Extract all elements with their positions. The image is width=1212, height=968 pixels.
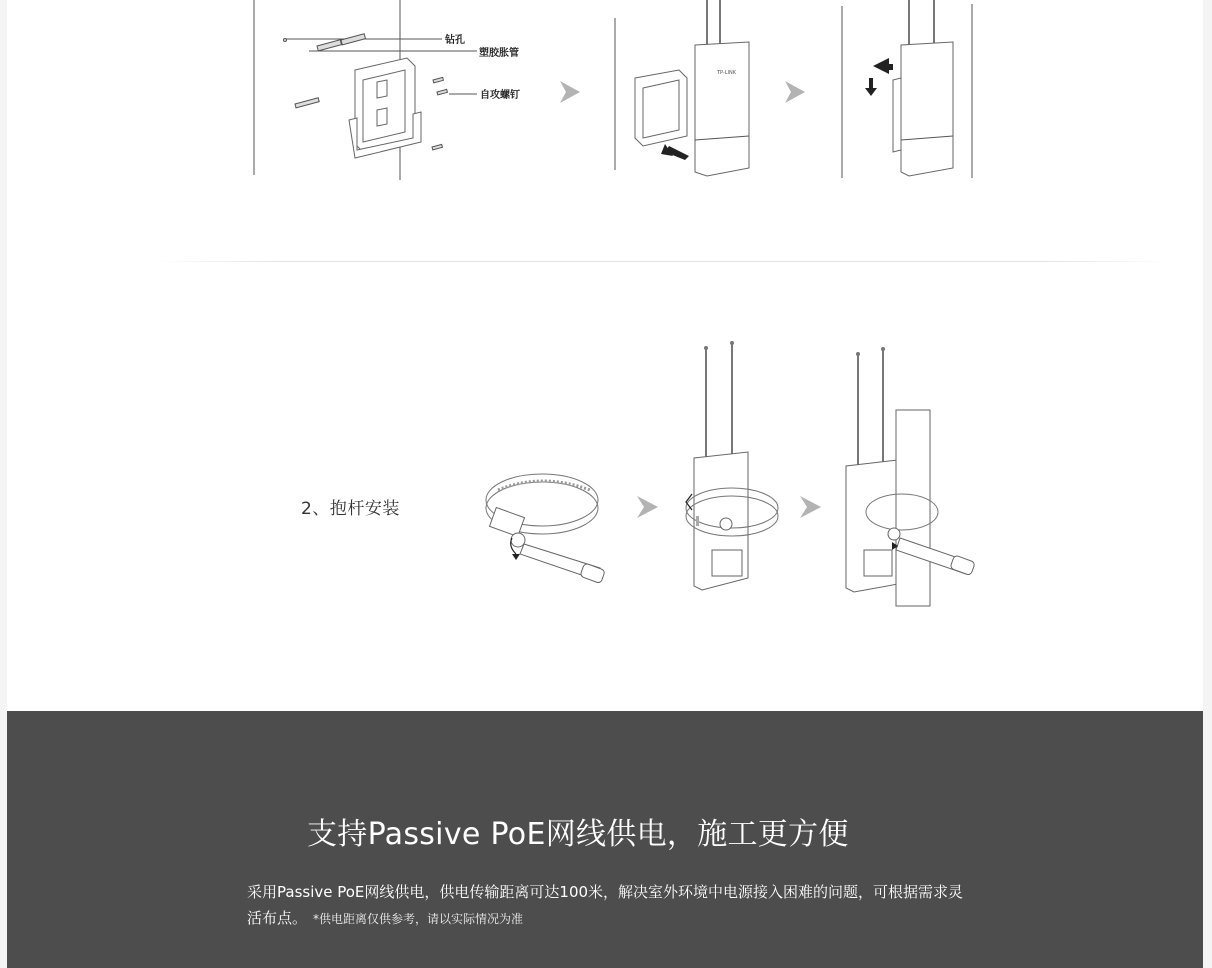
pole-mount-label: 2、抱杆安装: [301, 499, 400, 519]
step-arrow: [560, 81, 580, 103]
pole-mount-illustration: [482, 340, 982, 615]
ap-device-step3: [865, 0, 953, 176]
section-divider: [157, 261, 1167, 262]
poe-footnote: *供电距离仅供参考，请以实际情况为准: [313, 912, 524, 926]
step-arrow: [637, 496, 658, 518]
ap-device-clamped: [686, 341, 778, 590]
step-arrow: [785, 81, 805, 103]
poe-title: 支持Passive PoE网线供电，施工更方便: [307, 817, 849, 852]
wall-mount-illustration: [237, 0, 997, 185]
poe-section: [7, 711, 1203, 968]
brand-label: TP-LINK: [717, 70, 737, 76]
callout-screw: 自攻螺钉: [480, 90, 520, 101]
ap-device-step2: [635, 0, 749, 176]
callout-drill-hole: 钻孔: [445, 35, 465, 46]
poe-body-text: 采用Passive PoE网线供电，供电传输距离可达100米，解决室外环境中电源接入困难的问题，可根据需求灵活布点。: [247, 883, 964, 927]
ap-device-on-pole: [846, 347, 975, 606]
page: [7, 0, 1203, 968]
wall-bracket: [349, 58, 421, 158]
step-arrow: [800, 496, 821, 518]
poe-description: [247, 879, 967, 932]
pole: [896, 410, 930, 606]
callout-anchor: 塑胶胀管: [479, 48, 519, 59]
hose-clamp: [486, 474, 605, 584]
